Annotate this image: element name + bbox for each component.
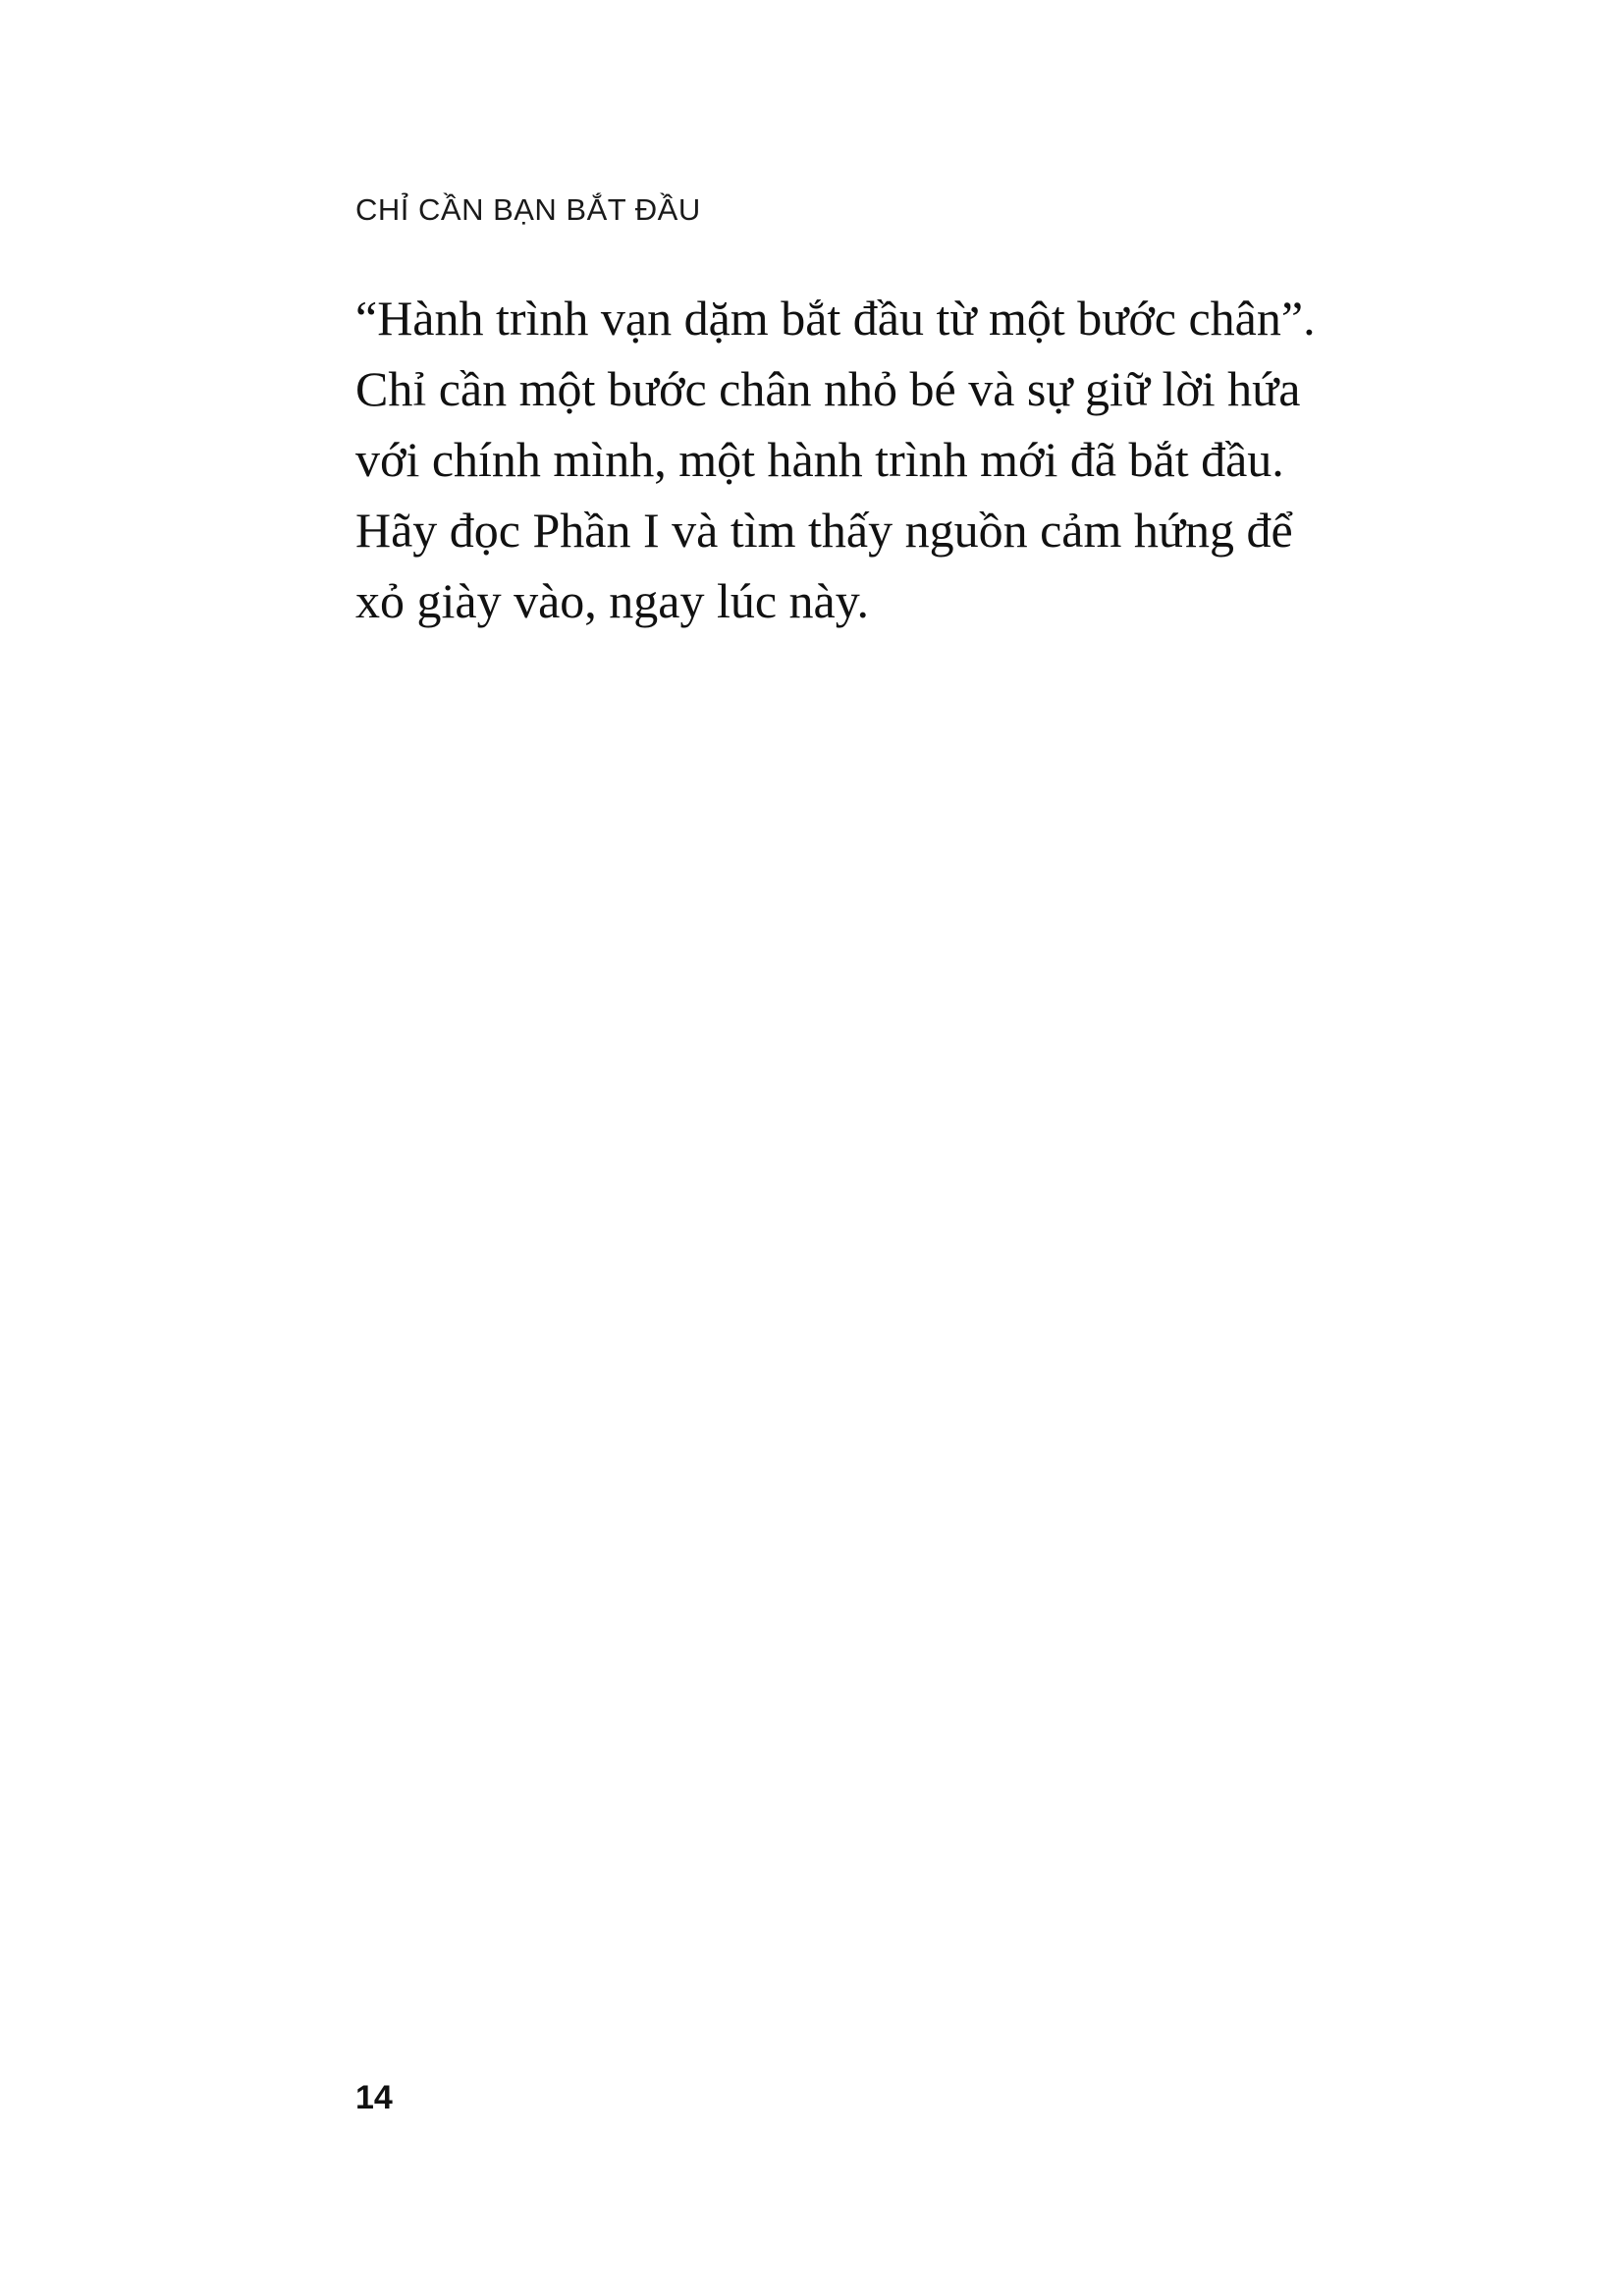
body-paragraph [355, 283, 1377, 636]
page-number: 14 [355, 2079, 393, 2116]
paragraph-line: Chỉ cần một bước chân nhỏ bé và sự giữ lời hứa [355, 361, 1301, 416]
paragraph-line: xỏ giày vào, ngay lúc này. [355, 573, 869, 628]
paragraph-line: “Hành trình vạn dặm bắt đầu từ một bước chân”. [355, 291, 1316, 346]
running-header: CHỈ CẦN BẠN BẮT ĐẦU [355, 192, 701, 227]
paragraph-line: Hãy đọc Phần I và tìm thấy nguồn cảm hứng để [355, 503, 1293, 558]
paragraph-line: với chính mình, một hành trình mới đã bắt đầu. [355, 432, 1284, 487]
